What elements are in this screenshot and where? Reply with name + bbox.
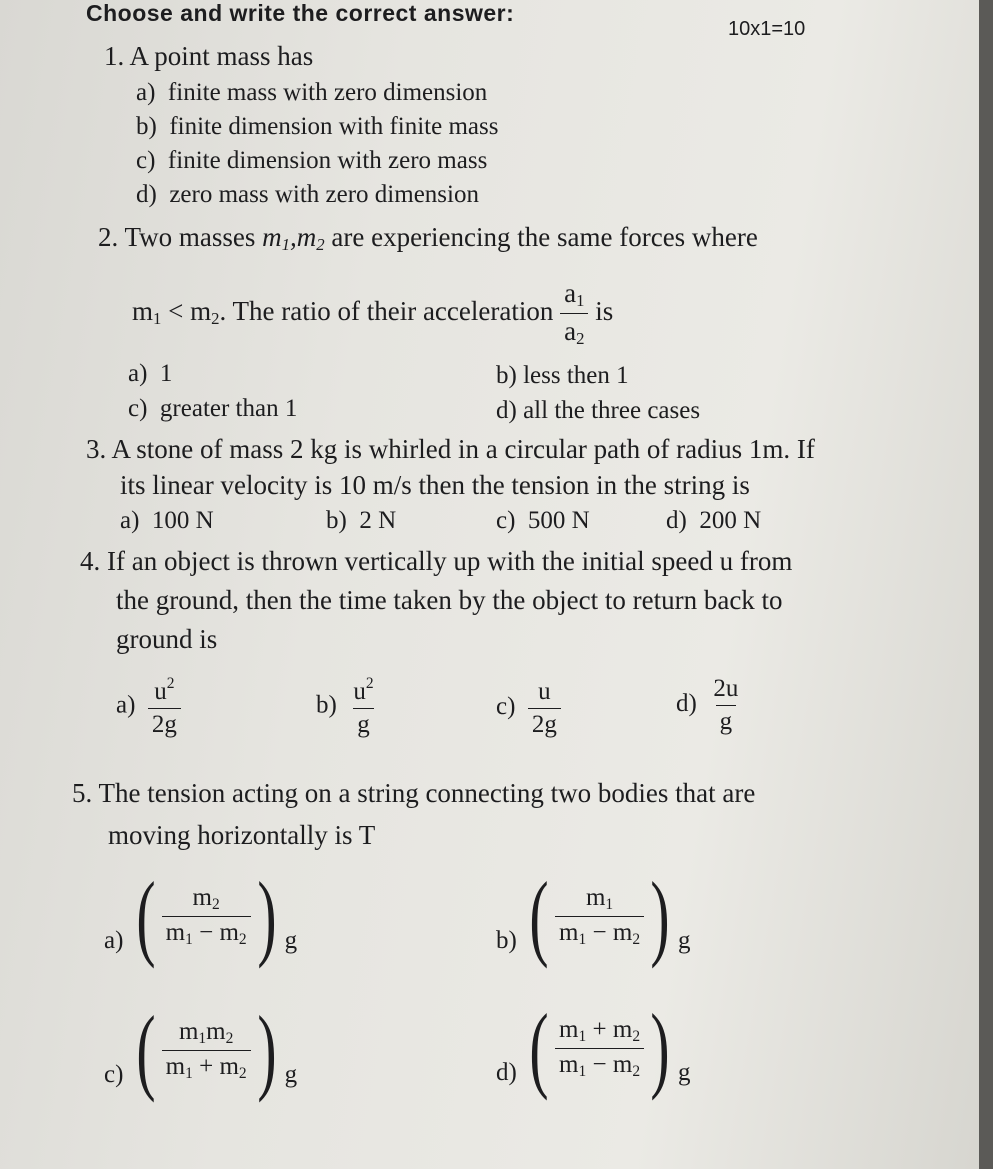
page-edge-shadow [979, 0, 993, 1169]
q1-option-a: a) finite mass with zero dimension [136, 79, 488, 106]
q4-option-a: a) $\frac{u^2}{2g}$ [116, 675, 181, 739]
q1-option-b: b) finite dimension with finite mass [136, 113, 499, 140]
question-4-line-3: ground is [116, 624, 218, 654]
q5-option-d: d) ( $\frac{m_1 + m_2}{m_1 - m_2}$ ) g [496, 994, 691, 1101]
q4-option-d: d) $\frac{2u}{g}$ [676, 675, 739, 735]
question-number: 1. [104, 41, 125, 71]
question-number: 5. [72, 778, 93, 808]
question-4: 4. If an object is thrown vertically up with the initial speed u from [80, 546, 793, 576]
q3-option-a: a) 100 N [120, 507, 214, 534]
q2-option-d: d) all the three cases [496, 397, 701, 424]
q3-option-c: c) 500 N [496, 507, 590, 534]
question-3: 3. A stone of mass 2 kg is whirled in a circular path of radius 1m. If [86, 434, 815, 464]
q3-option-d: d) 200 N [666, 507, 762, 534]
q2-option-b: b) less then 1 [496, 362, 629, 389]
q3-option-b: b) 2 N [326, 507, 397, 534]
question-number: 2. [98, 222, 119, 252]
question-number: 4. [80, 546, 101, 576]
q2-option-a: a) 1 [128, 360, 173, 387]
q5-option-a: a) ( $\frac{m_2}{m_1 - m_2}$ ) g [104, 862, 298, 969]
question-3-line-2: its linear velocity is 10 m/s then the tension in the string is [120, 470, 750, 500]
question-2: 2. Two masses $m_1,m_2$ are experiencing the same forces where [98, 222, 758, 255]
q4-option-c: c) $\frac{u}{2g}$ [496, 678, 561, 739]
q4-option-b: b) $\frac{u^2}{g}$ [316, 675, 374, 738]
question-number: 3. [86, 434, 107, 464]
section-heading: Choose and write the correct answer: [86, 0, 515, 26]
q5-option-c: c) ( $\frac{m_1m_2}{m_1 + m_2}$ ) g [104, 996, 298, 1103]
question-5-line-2: moving horizontally is T [108, 820, 376, 850]
question-5: 5. The tension acting on a string connecting two bodies that are [72, 778, 756, 808]
q5-option-b: b) ( $\frac{m_1}{m_1 - m_2}$ ) g [496, 862, 691, 969]
marks-allocation: 10x1=10 [728, 18, 806, 40]
question-1 [104, 41, 313, 72]
q1-option-d: d) zero mass with zero dimension [136, 181, 479, 208]
question-4-line-2: the ground, then the time taken by the object to return back to [116, 585, 783, 615]
question-text: A point mass has [129, 41, 314, 71]
q1-option-c: c) finite dimension with zero mass [136, 147, 488, 174]
acceleration-ratio: $\frac{a_1}{a_2}$ [560, 278, 588, 349]
q2-option-c: c) greater than 1 [128, 395, 298, 422]
question-2-line-2: $m_1 < m_2$. The ratio of their acceleration $\frac{a_1}{a_2}$ is [132, 278, 614, 349]
